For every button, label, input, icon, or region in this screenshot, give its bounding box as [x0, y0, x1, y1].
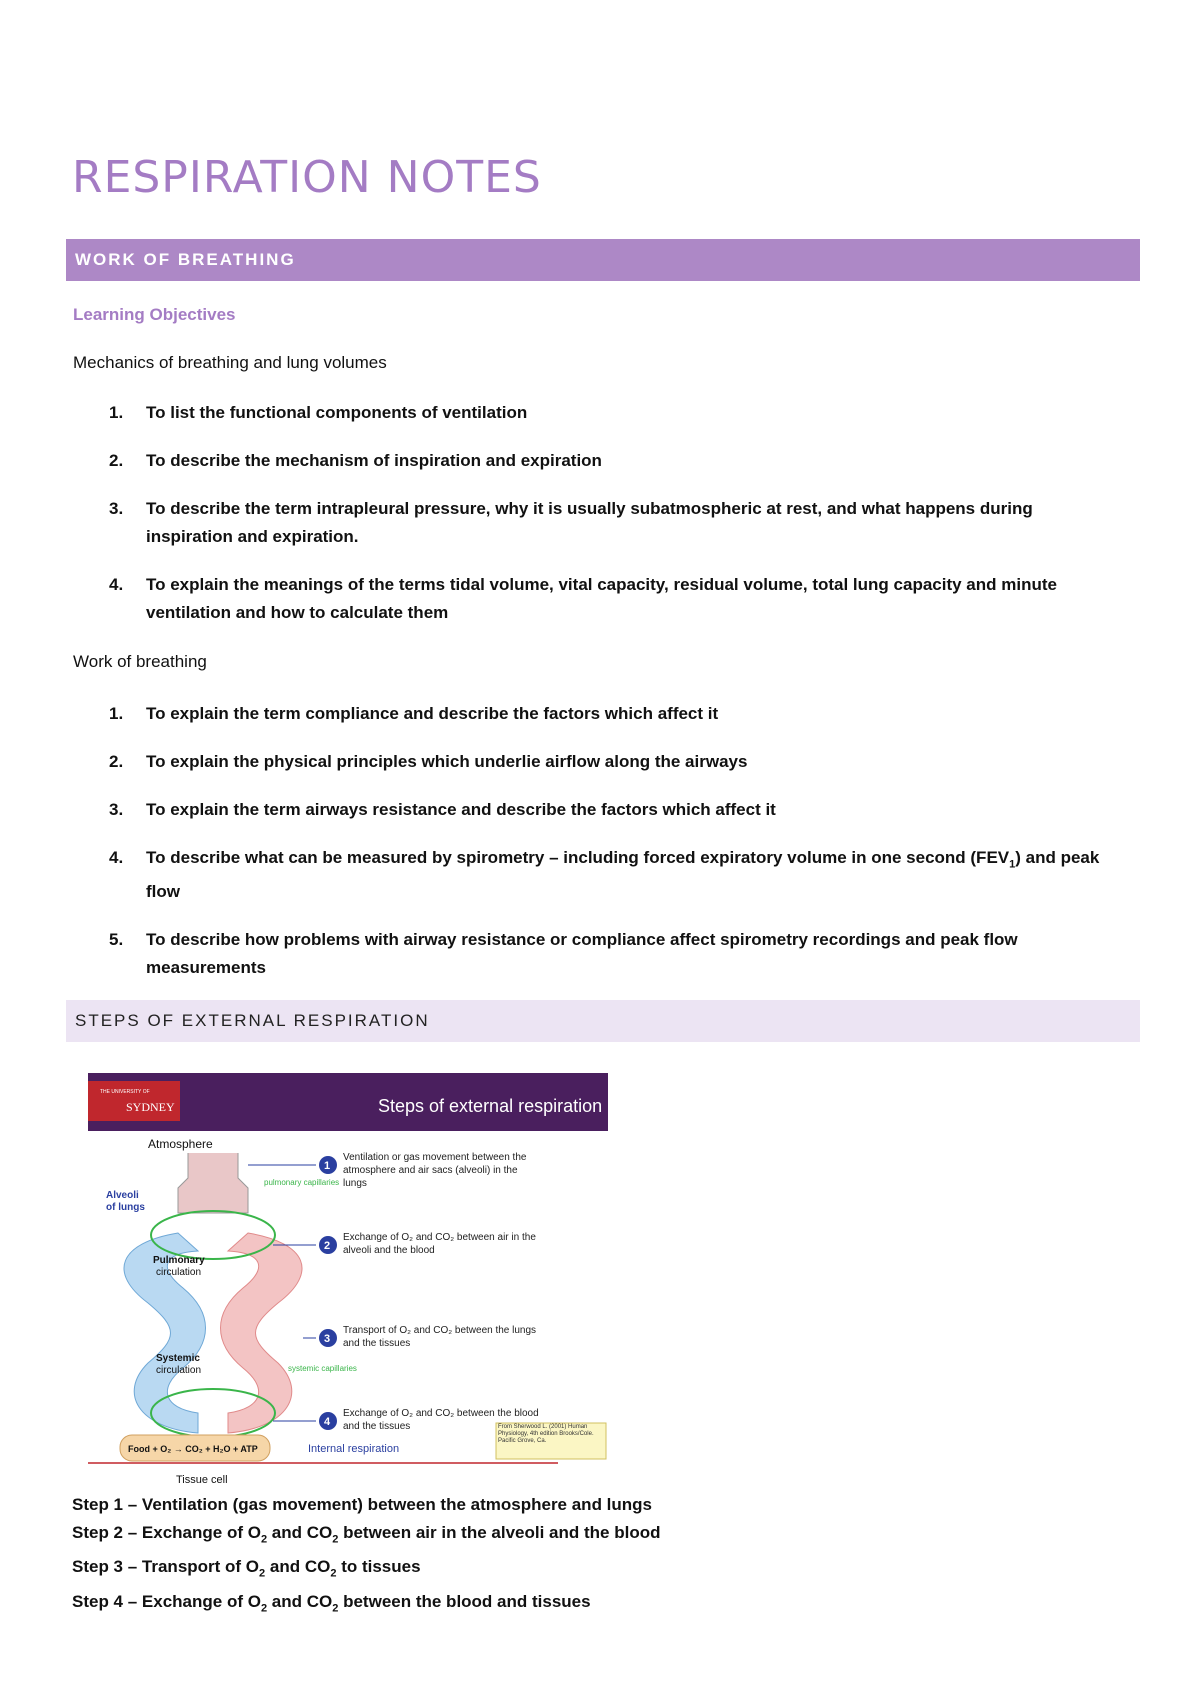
steps-summary: [72, 1491, 660, 1622]
svg-text:Atmosphere: Atmosphere: [148, 1137, 213, 1151]
list-item: 2. To explain the physical principles which underlie airflow along the airways: [109, 752, 748, 771]
objectives-list-work: [73, 700, 1123, 1002]
svg-text:4: 4: [324, 1416, 331, 1428]
svg-text:2: 2: [324, 1240, 331, 1252]
list-item: 4. To explain the meanings of the terms tidal volume, vital capacity, residual volume, total lung capacity and minute ventilation and how to calculate them: [109, 575, 1057, 622]
step-2: Step 2 – Exchange of $O_2$ and $CO_2$ between air in the alveoli and the blood: [72, 1523, 661, 1546]
logo-small-text: THE UNIVERSITY OF: [100, 1089, 150, 1095]
tissue-cell-label: Tissue cell: [176, 1474, 228, 1486]
learning-objectives-heading: Learning Objectives: [73, 305, 236, 324]
svg-text:1: 1: [324, 1160, 331, 1172]
objectives-list-mechanics: [73, 399, 1123, 647]
pulmonary-capillaries-label: pulmonary capillaries: [264, 1178, 340, 1187]
logo-text: SYDNEY: [126, 1100, 175, 1114]
list-item: 5. To describe how problems with airway resistance or compliance affect spirometry recordings and peak flow measurements: [109, 930, 1018, 978]
list-item: 1. To explain the term compliance and describe the factors which affect it: [109, 704, 719, 723]
step-3: Step 3 – Transport of $O_2$ and $CO_2$ to tissues: [72, 1557, 421, 1580]
step-1: Step 1 – Ventilation (gas movement) between the atmosphere and lungs: [72, 1495, 653, 1514]
svg-text:Systemic: Systemic: [156, 1353, 200, 1364]
group-title-work-of-breathing: Work of breathing: [73, 652, 207, 671]
diagram-header-title: Steps of external respiration: [378, 1096, 603, 1116]
callout-4: 4 Exchange of O₂ and CO₂ between the blood and the tissues: [319, 1407, 543, 1447]
svg-text:Pulmonary: Pulmonary: [153, 1255, 205, 1266]
page-title: RESPIRATION NOTES: [72, 152, 542, 203]
list-item: 3. To explain the term airways resistance and describe the factors which affect it: [109, 800, 776, 819]
svg-text:of lungs: of lungs: [106, 1202, 145, 1213]
list-item: 2. To describe the mechanism of inspiration and expiration: [109, 451, 602, 470]
callout-1: 1 Ventilation or gas movement between the atmosphere and air sacs (alveoli) in the lungs: [319, 1151, 543, 1201]
group-title-mechanics: Mechanics of breathing and lung volumes: [73, 353, 387, 372]
svg-text:3: 3: [324, 1333, 331, 1345]
diagram-citation: From Sherwood L. (2001) Human Physiology, 4th edition Brooks/Cole. Pacific Grove, Ca.: [498, 1424, 594, 1444]
list-item: 4. To describe what can be measured by spirometry – including forced expiratory volume in one second $(FEV_1)$ and peak flow: [109, 848, 1100, 902]
systemic-capillaries-label: systemic capillaries: [288, 1364, 357, 1373]
callout-2: 2 Exchange of O₂ and CO₂ between air in the alveoli and the blood: [319, 1231, 543, 1271]
section-heading-work-of-breathing: WORK OF BREATHING: [66, 239, 1140, 281]
step-4: Step 4 – Exchange of $O_2$ and $CO_2$ between the blood and tissues: [72, 1591, 591, 1615]
list-item: 1. To list the functional components of ventilation: [109, 403, 528, 422]
external-respiration-diagram: [88, 1073, 626, 1486]
callout-3: 3 Transport of O₂ and CO₂ between the lungs and the tissues: [319, 1324, 543, 1364]
svg-text:circulation: circulation: [156, 1365, 202, 1376]
metabolism-equation: Food + O₂ → CO₂ + H₂O + ATP: [128, 1444, 258, 1454]
svg-text:Alveoli: Alveoli: [106, 1190, 139, 1201]
internal-respiration-label: Internal respiration: [308, 1443, 400, 1455]
svg-text:circulation: circulation: [156, 1267, 202, 1278]
section-heading-steps: STEPS OF EXTERNAL RESPIRATION: [66, 1000, 1140, 1042]
list-item: 3. To describe the term intrapleural pressure, why it is usually subatmospheric at rest, and what happens during inspiration and expiration.: [109, 499, 1033, 546]
